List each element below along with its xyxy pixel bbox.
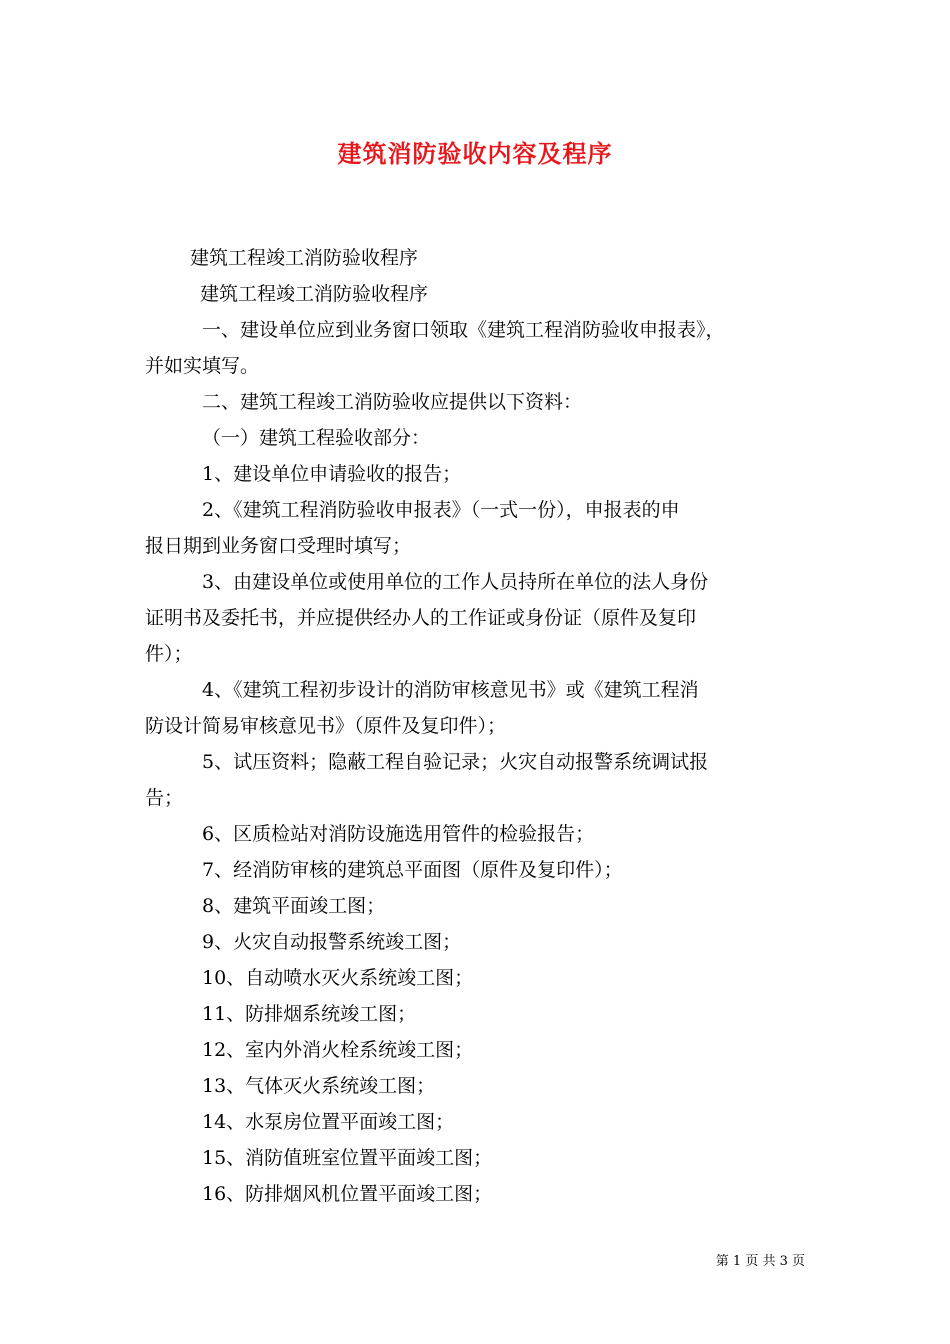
document-body bbox=[145, 240, 815, 1212]
paragraph-line: 一、建设单位应到业务窗口领取《建筑工程消防验收申报表》， bbox=[202, 319, 725, 341]
list-item: 9、火灾自动报警系统竣工图； bbox=[202, 931, 462, 953]
list-item: 1、建设单位申请验收的报告； bbox=[202, 463, 462, 485]
list-item-continuation: 报日期到业务窗口受理时填写； bbox=[145, 535, 412, 557]
paragraph-line: 建筑工程竣工消防验收程序 bbox=[200, 283, 429, 305]
list-item: 13、气体灭火系统竣工图； bbox=[202, 1075, 436, 1097]
list-item: 10、自动喷水灭火系统竣工图； bbox=[202, 967, 474, 989]
paragraph-line: （一）建筑工程验收部分： bbox=[202, 427, 431, 449]
list-item: 12、室内外消火栓系统竣工图； bbox=[202, 1039, 474, 1061]
list-item: 6、区质检站对消防设施选用管件的检验报告； bbox=[202, 823, 595, 845]
list-item: 4、《建筑工程初步设计的消防审核意见书》或《建筑工程消 bbox=[202, 679, 699, 701]
list-item: 5、试压资料；隐蔽工程自验记录；火灾自动报警系统调试报 bbox=[202, 751, 709, 773]
list-item: 14、水泵房位置平面竣工图； bbox=[202, 1111, 455, 1133]
list-item: 3、由建设单位或使用单位的工作人员持所在单位的法人身份 bbox=[202, 571, 709, 593]
document-title: 建筑消防验收内容及程序 bbox=[337, 139, 613, 168]
list-item: 15、消防值班室位置平面竣工图； bbox=[202, 1147, 493, 1169]
paragraph-line: 二、建筑工程竣工消防验收应提供以下资料： bbox=[202, 391, 583, 413]
list-item: 8、建筑平面竣工图； bbox=[202, 895, 386, 917]
list-item: 11、防排烟系统竣工图； bbox=[202, 1003, 417, 1025]
page-number: 第 1 页 共 3 页 bbox=[715, 1254, 805, 1269]
list-item: 16、防排烟风机位置平面竣工图； bbox=[202, 1183, 493, 1205]
list-item-continuation: 件）； bbox=[145, 643, 193, 665]
list-item-continuation: 告； bbox=[145, 787, 184, 809]
list-item: 2、《建筑工程消防验收申报表》（一式一份），申报表的申 bbox=[202, 499, 680, 521]
list-item-continuation: 证明书及委托书，并应提供经办人的工作证或身份证（原件及复印 bbox=[145, 607, 697, 629]
list-item: 7、经消防审核的建筑总平面图（原件及复印件）； bbox=[202, 859, 623, 881]
heading-line: 建筑工程竣工消防验收程序 bbox=[190, 247, 419, 269]
list-item-continuation: 防设计简易审核意见书》（原件及复印件）； bbox=[145, 715, 507, 737]
paragraph-line: 并如实填写。 bbox=[145, 355, 260, 377]
